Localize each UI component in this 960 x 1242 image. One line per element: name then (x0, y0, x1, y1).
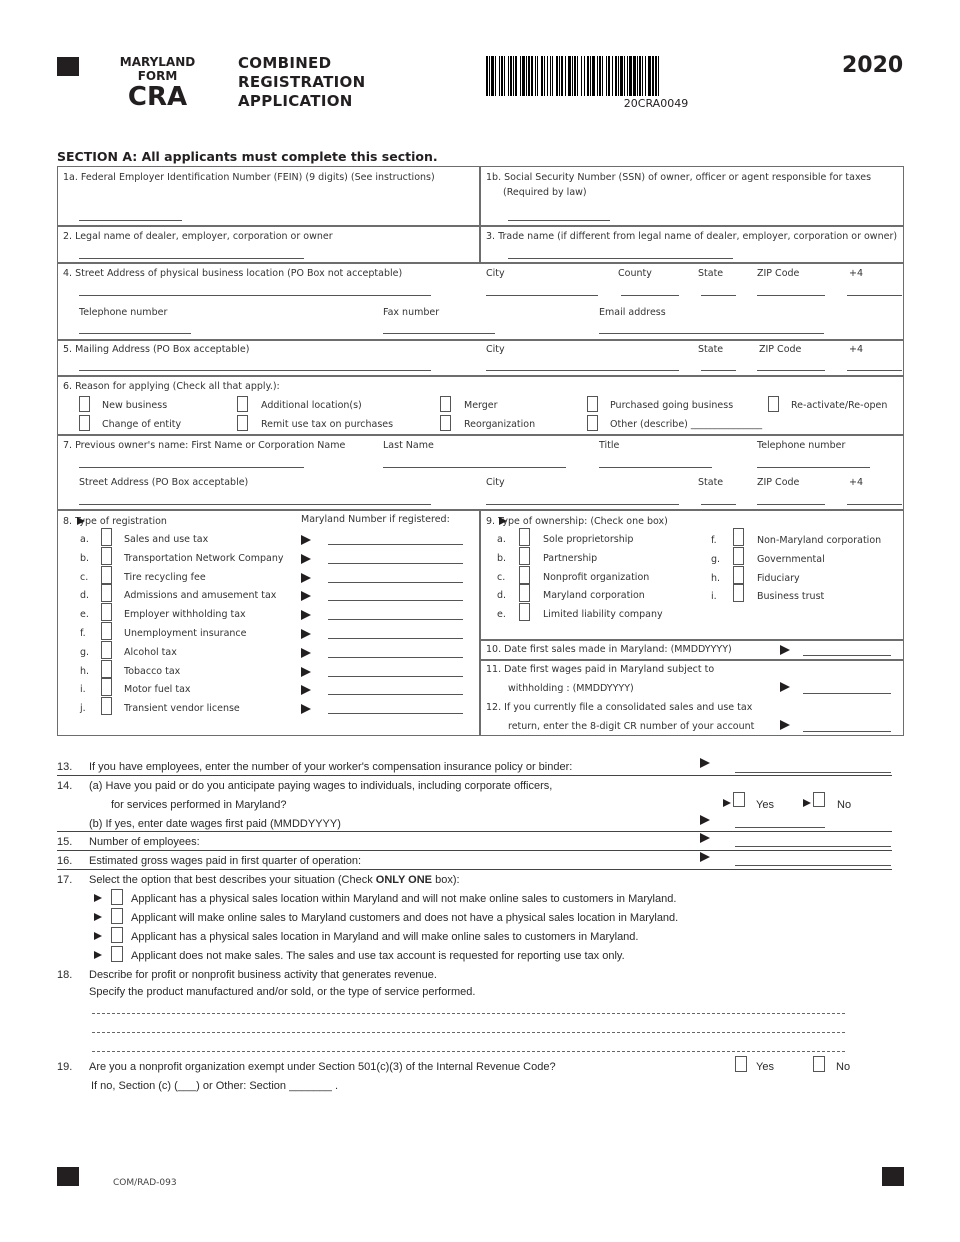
fax-label: Fax number (383, 307, 440, 318)
ownership-type-label: 9. Type of ownership: (Check one box) (486, 516, 668, 527)
cr-number-label-2: return, enter the 8-digit CR number of your account (508, 721, 755, 732)
registration-item-label: Unemployment insurance (124, 628, 247, 639)
city-input[interactable] (486, 295, 598, 296)
trade-name-input[interactable] (508, 258, 733, 259)
registration-item-label: Tire recycling fee (124, 571, 206, 583)
workers-comp-input[interactable] (735, 772, 891, 773)
wages-date-label: (b) If yes, enter date wages first paid (MMDDYYYY) (89, 818, 341, 830)
registration-item-label: Tobacco tax (124, 665, 181, 677)
registration-item-checkbox[interactable] (101, 547, 112, 565)
nonprofit-section-line: If no, Section (c) (___) or Other: Section _______ . (91, 1080, 339, 1092)
arrow-icon (301, 610, 311, 620)
gross-wages-label: Estimated gross wages paid in first quarter of operation: (89, 855, 362, 867)
nonprofit-no-label: No (836, 1061, 851, 1073)
ownership-item-label: Fiduciary (757, 572, 800, 584)
first-sales-date-input[interactable] (803, 655, 891, 656)
business-activity-line-1[interactable] (92, 1013, 845, 1014)
ownership-item-letter: g. (711, 553, 721, 565)
arrow-icon (301, 554, 311, 564)
registration-item-checkbox[interactable] (101, 678, 112, 696)
ownership-item-letter: h. (711, 572, 721, 584)
barcode (486, 56, 826, 110)
first-sales-date-label: 10. Date first sales made in Maryland: (MMDDYYYY) (486, 644, 732, 655)
situation-option-label: Applicant does not make sales. The sales and use tax account is requested for reporting use tax only. (131, 950, 625, 962)
reason-merger-label: Merger (464, 400, 498, 411)
arrow-icon (780, 645, 790, 655)
previous-owner-first-input[interactable] (79, 467, 304, 468)
workers-comp-label: If you have employees, enter the number of your worker's compensation insurance policy or binder: (89, 761, 573, 773)
situation-option-label: Applicant has a physical sales location in Maryland and will make online sales to customers in Maryland. (131, 931, 639, 943)
ssn-input[interactable] (508, 220, 610, 221)
state-label: MARYLAND (119, 55, 196, 69)
previous-owner-plus4-input[interactable] (847, 504, 902, 505)
ownership-item-label: Limited liability company (543, 609, 663, 621)
arrow-icon (780, 720, 790, 730)
registration-item-checkbox[interactable] (101, 584, 112, 602)
arrow-icon (301, 591, 311, 601)
reason-additional-location-checkbox[interactable] (237, 396, 248, 412)
previous-owner-last-label: Last Name (383, 440, 434, 451)
ownership-item-letter: c. (497, 571, 506, 583)
mailing-city-input[interactable] (486, 370, 679, 371)
zip-label: ZIP Code (757, 268, 800, 279)
form-identifier (110, 55, 205, 111)
fein-label: 1a. Federal Employer Identification Number (FEIN) (9 digits) (See instructions) (63, 172, 435, 183)
md-number-input[interactable] (328, 694, 463, 695)
reason-merger-checkbox[interactable] (440, 396, 451, 412)
previous-owner-city-input[interactable] (486, 504, 679, 505)
form-title: COMBINED REGISTRATION APPLICATION (238, 54, 366, 110)
registration-mark-bottom-right (882, 1167, 904, 1186)
situation-option-checkbox[interactable] (111, 946, 123, 962)
wages-paid-question: (a) Have you paid or do you anticipate paying wages to individuals, including corporate officers, (89, 780, 553, 792)
previous-owner-label: 7. Previous owner's name: First Name or Corporation Name (63, 440, 346, 451)
reason-other-label: Other (describe) _______________ (610, 419, 763, 430)
registration-item-checkbox[interactable] (101, 641, 112, 659)
arrow-icon (301, 573, 311, 583)
wages-date-input[interactable] (735, 827, 825, 828)
arrow-icon (301, 535, 311, 545)
ownership-item-label: Partnership (543, 552, 598, 564)
business-activity-line-2[interactable] (92, 1032, 845, 1033)
registration-item-letter: a. (80, 534, 89, 545)
mailing-address-label: 5. Mailing Address (PO Box acceptable) (63, 344, 250, 355)
previous-owner-last-input[interactable] (383, 467, 566, 468)
barcode-text: 20CRA0049 (623, 97, 689, 110)
gross-wages-input[interactable] (735, 865, 891, 866)
business-activity-label-2: Specify the product manufactured and/or sold, or the type of service performed. (89, 986, 476, 998)
cr-number-input[interactable] (803, 731, 891, 732)
registration-item-label: Employer withholding tax (124, 609, 246, 621)
nonprofit-yes-label: Yes (756, 1061, 774, 1073)
reason-purchased-checkbox[interactable] (587, 396, 598, 412)
wages-paid-question-2: for services performed in Maryland? (111, 799, 287, 811)
arrow-icon (301, 629, 311, 639)
arrow-icon (301, 704, 311, 714)
registration-item-letter: j. (80, 703, 86, 715)
registration-item-checkbox[interactable] (101, 697, 112, 715)
reason-additional-location-label: Additional location(s) (261, 400, 362, 411)
previous-owner-title-label: Title (599, 440, 620, 451)
first-wages-date-label-2: withholding : (MMDDYYYY) (508, 683, 634, 694)
arrow-icon (301, 667, 311, 677)
previous-owner-zip-input[interactable] (757, 504, 825, 505)
md-number-input[interactable] (328, 600, 463, 601)
ownership-item-label: Business trust (757, 591, 825, 603)
arrow-icon (301, 648, 311, 658)
registration-item-label: Transient vendor license (124, 703, 240, 715)
registration-item-letter: b. (80, 552, 90, 564)
registration-item-label: Admissions and amusement tax (124, 590, 277, 602)
registration-type-label: 8. Type of registration (63, 516, 167, 527)
reason-reactivate-checkbox[interactable] (768, 396, 779, 412)
business-activity-line-3[interactable] (92, 1051, 845, 1052)
cr-number-label: 12. If you currently file a consolidated sales and use tax (486, 702, 753, 713)
wages-paid-yes-checkbox[interactable] (733, 792, 745, 807)
previous-owner-street-label: Street Address (PO Box acceptable) (79, 477, 249, 488)
q14-number: 14. (57, 780, 73, 792)
mailing-city-label: City (486, 344, 505, 355)
first-wages-date-label: 11. Date first wages paid in Maryland subject to (486, 664, 715, 675)
reason-new-business-checkbox[interactable] (79, 396, 90, 412)
previous-owner-state-label: State (698, 477, 724, 488)
ownership-item-checkbox[interactable] (519, 603, 530, 621)
ownership-item-letter: e. (497, 609, 506, 621)
registration-item-checkbox[interactable] (101, 660, 112, 678)
nonprofit-question: Are you a nonprofit organization exempt under Section 501(c)(3) of the Internal Revenue Code? (89, 1061, 556, 1073)
section-a-box (57, 166, 904, 736)
previous-owner-street-input[interactable] (79, 504, 431, 505)
form-year: 2020 (842, 53, 904, 78)
situation-option-checkbox[interactable] (111, 908, 123, 924)
ownership-item-letter: i. (711, 591, 717, 603)
state-label: State (698, 268, 724, 279)
registration-item-checkbox[interactable] (101, 603, 112, 621)
ssn-required-note: (Required by law) (503, 187, 587, 198)
reason-purchased-label: Purchased going business (610, 400, 734, 411)
situation-option-checkbox[interactable] (111, 889, 123, 905)
registration-item-letter: h. (80, 665, 90, 677)
reason-change-entity-label: Change of entity (102, 419, 182, 430)
reason-remit-use-tax-label: Remit use tax on purchases (261, 419, 394, 430)
telephone-label: Telephone number (79, 307, 168, 318)
ssn-label: 1b. Social Security Number (SSN) of owner, officer or agent responsible for taxes (486, 172, 872, 183)
reason-other-checkbox[interactable] (587, 415, 598, 431)
zip-plus4-input[interactable] (847, 295, 902, 296)
q15-number: 15. (57, 836, 73, 848)
md-number-input[interactable] (328, 582, 463, 583)
first-wages-date-input[interactable] (803, 693, 891, 694)
arrow-icon (94, 913, 102, 921)
previous-owner-phone-label: Telephone number (757, 440, 846, 451)
registration-item-label: Transportation Network Company (124, 552, 284, 564)
md-number-input[interactable] (328, 563, 463, 564)
mailing-state-input[interactable] (701, 370, 736, 371)
registration-item-label: Motor fuel tax (124, 684, 191, 696)
arrow-icon (94, 932, 102, 940)
arrow-icon (723, 799, 731, 807)
ownership-item-checkbox[interactable] (519, 566, 530, 584)
zip-input[interactable] (757, 295, 825, 296)
arrow-icon (301, 685, 311, 695)
reason-new-business-label: New business (102, 400, 168, 411)
employees-count-input[interactable] (735, 846, 891, 847)
previous-owner-zip-label: ZIP Code (757, 477, 800, 488)
ownership-item-checkbox[interactable] (519, 584, 530, 602)
arrow-icon (499, 517, 507, 525)
ownership-item-label: Non-Maryland corporation (757, 535, 882, 546)
arrow-icon (77, 517, 85, 525)
footer-form-code: COM/RAD-093 (113, 1178, 177, 1188)
arrow-icon (700, 833, 710, 843)
arrow-icon (700, 758, 710, 768)
situation-option-label: Applicant has a physical sales location within Maryland and will not make online sales to customers in Maryland. (131, 893, 677, 905)
county-label: County (618, 268, 652, 279)
nonprofit-yes-checkbox[interactable] (735, 1056, 747, 1072)
mailing-zip-plus4-label: +4 (849, 344, 864, 355)
md-number-label: Maryland Number if registered: (301, 514, 450, 525)
q18-number: 18. (57, 969, 73, 981)
wages-paid-no-checkbox[interactable] (813, 792, 825, 807)
registration-mark-bottom-left (57, 1167, 79, 1186)
mailing-zip-input[interactable] (757, 370, 825, 371)
previous-owner-phone-input[interactable] (757, 467, 870, 468)
ownership-item-checkbox[interactable] (733, 584, 744, 602)
email-label: Email address (599, 307, 666, 318)
section-a-title: SECTION A: All applicants must complete this section. (57, 149, 438, 164)
state-input[interactable] (701, 295, 736, 296)
md-number-input[interactable] (328, 638, 463, 639)
arrow-icon (803, 799, 811, 807)
mailing-zip-plus4-input[interactable] (847, 370, 902, 371)
q19-number: 19. (57, 1061, 73, 1073)
q16-number: 16. (57, 855, 73, 867)
registration-item-letter: f. (80, 628, 86, 639)
business-activity-label: Describe for profit or nonprofit business activity that generates revenue. (89, 969, 437, 981)
md-number-input[interactable] (328, 544, 463, 545)
registration-mark-top-left (57, 57, 79, 76)
registration-item-letter: e. (80, 609, 89, 621)
situation-option-label: Applicant will make online sales to Maryland customers and does not have a physical sales location in Maryland. (131, 912, 679, 924)
registration-item-label: Alcohol tax (124, 646, 177, 658)
wages-paid-no-label: No (837, 799, 852, 811)
form-code: CRA (127, 82, 188, 112)
street-address-label: 4. Street Address of physical business location (PO Box not acceptable) (63, 268, 403, 279)
previous-owner-plus4-label: +4 (849, 477, 864, 488)
arrow-icon (700, 815, 710, 825)
previous-owner-state-input[interactable] (701, 504, 736, 505)
arrow-icon (700, 852, 710, 862)
fax-input[interactable] (383, 333, 495, 334)
ownership-item-checkbox[interactable] (733, 547, 744, 565)
registration-item-letter: i. (80, 684, 86, 696)
md-number-input[interactable] (328, 657, 463, 658)
arrow-icon (780, 682, 790, 692)
mailing-zip-label: ZIP Code (759, 344, 802, 355)
ownership-item-checkbox[interactable] (733, 528, 744, 546)
registration-item-letter: g. (80, 646, 90, 658)
registration-item-letter: d. (80, 590, 90, 602)
reason-change-entity-checkbox[interactable] (79, 415, 90, 431)
registration-item-checkbox[interactable] (101, 566, 112, 584)
employees-count-label: Number of employees: (89, 836, 200, 848)
ownership-item-label: Sole proprietorship (543, 534, 634, 545)
email-input[interactable] (599, 333, 824, 334)
legal-name-label: 2. Legal name of dealer, employer, corporation or owner (63, 231, 333, 242)
ownership-item-letter: a. (497, 534, 506, 545)
barcode-bars (486, 56, 826, 96)
ownership-item-letter: d. (497, 590, 507, 602)
registration-item-letter: c. (80, 571, 89, 583)
ownership-item-label: Nonprofit organization (543, 571, 650, 583)
reason-reactivate-label: Re-activate/Re-open (791, 400, 888, 411)
ownership-item-label: Governmental (757, 553, 825, 565)
ownership-item-checkbox[interactable] (519, 528, 530, 546)
ownership-item-letter: f. (711, 535, 717, 546)
zip-plus4-label: +4 (849, 268, 864, 279)
registration-item-checkbox[interactable] (101, 528, 112, 546)
ownership-item-label: Maryland corporation (543, 590, 645, 602)
county-input[interactable] (621, 295, 679, 296)
wages-paid-yes-label: Yes (756, 799, 774, 811)
situation-question: Select the option that best describes your situation (Check ONLY ONE box): (89, 874, 460, 886)
md-number-input[interactable] (328, 619, 463, 620)
arrow-icon (94, 894, 102, 902)
arrow-icon (94, 951, 102, 959)
mailing-address-input[interactable] (79, 370, 431, 371)
q13-number: 13. (57, 761, 73, 773)
street-address-input[interactable] (79, 295, 431, 296)
reason-remit-use-tax-checkbox[interactable] (237, 415, 248, 431)
trade-name-label: 3. Trade name (if different from legal name of dealer, employer, corporation or owner) (486, 231, 898, 242)
legal-name-input[interactable] (79, 258, 304, 259)
md-number-input[interactable] (328, 676, 463, 677)
registration-item-checkbox[interactable] (101, 622, 112, 640)
fein-input[interactable] (79, 220, 182, 221)
q17-number: 17. (57, 874, 73, 886)
ownership-item-checkbox[interactable] (733, 566, 744, 584)
situation-option-checkbox[interactable] (111, 927, 123, 943)
nonprofit-no-checkbox[interactable] (813, 1056, 825, 1072)
previous-owner-title-input[interactable] (599, 467, 712, 468)
mailing-state-label: State (698, 344, 724, 355)
reason-reorganization-label: Reorganization (464, 419, 536, 430)
telephone-input[interactable] (79, 333, 191, 334)
md-number-input[interactable] (328, 713, 463, 714)
previous-owner-city-label: City (486, 477, 505, 488)
city-label: City (486, 268, 505, 279)
ownership-item-letter: b. (497, 552, 507, 564)
ownership-item-checkbox[interactable] (519, 547, 530, 565)
reason-reorganization-checkbox[interactable] (440, 415, 451, 431)
form-word: FORM (137, 69, 178, 83)
registration-item-label: Sales and use tax (124, 534, 209, 545)
reason-label: 6. Reason for applying (Check all that apply.): (63, 381, 280, 392)
